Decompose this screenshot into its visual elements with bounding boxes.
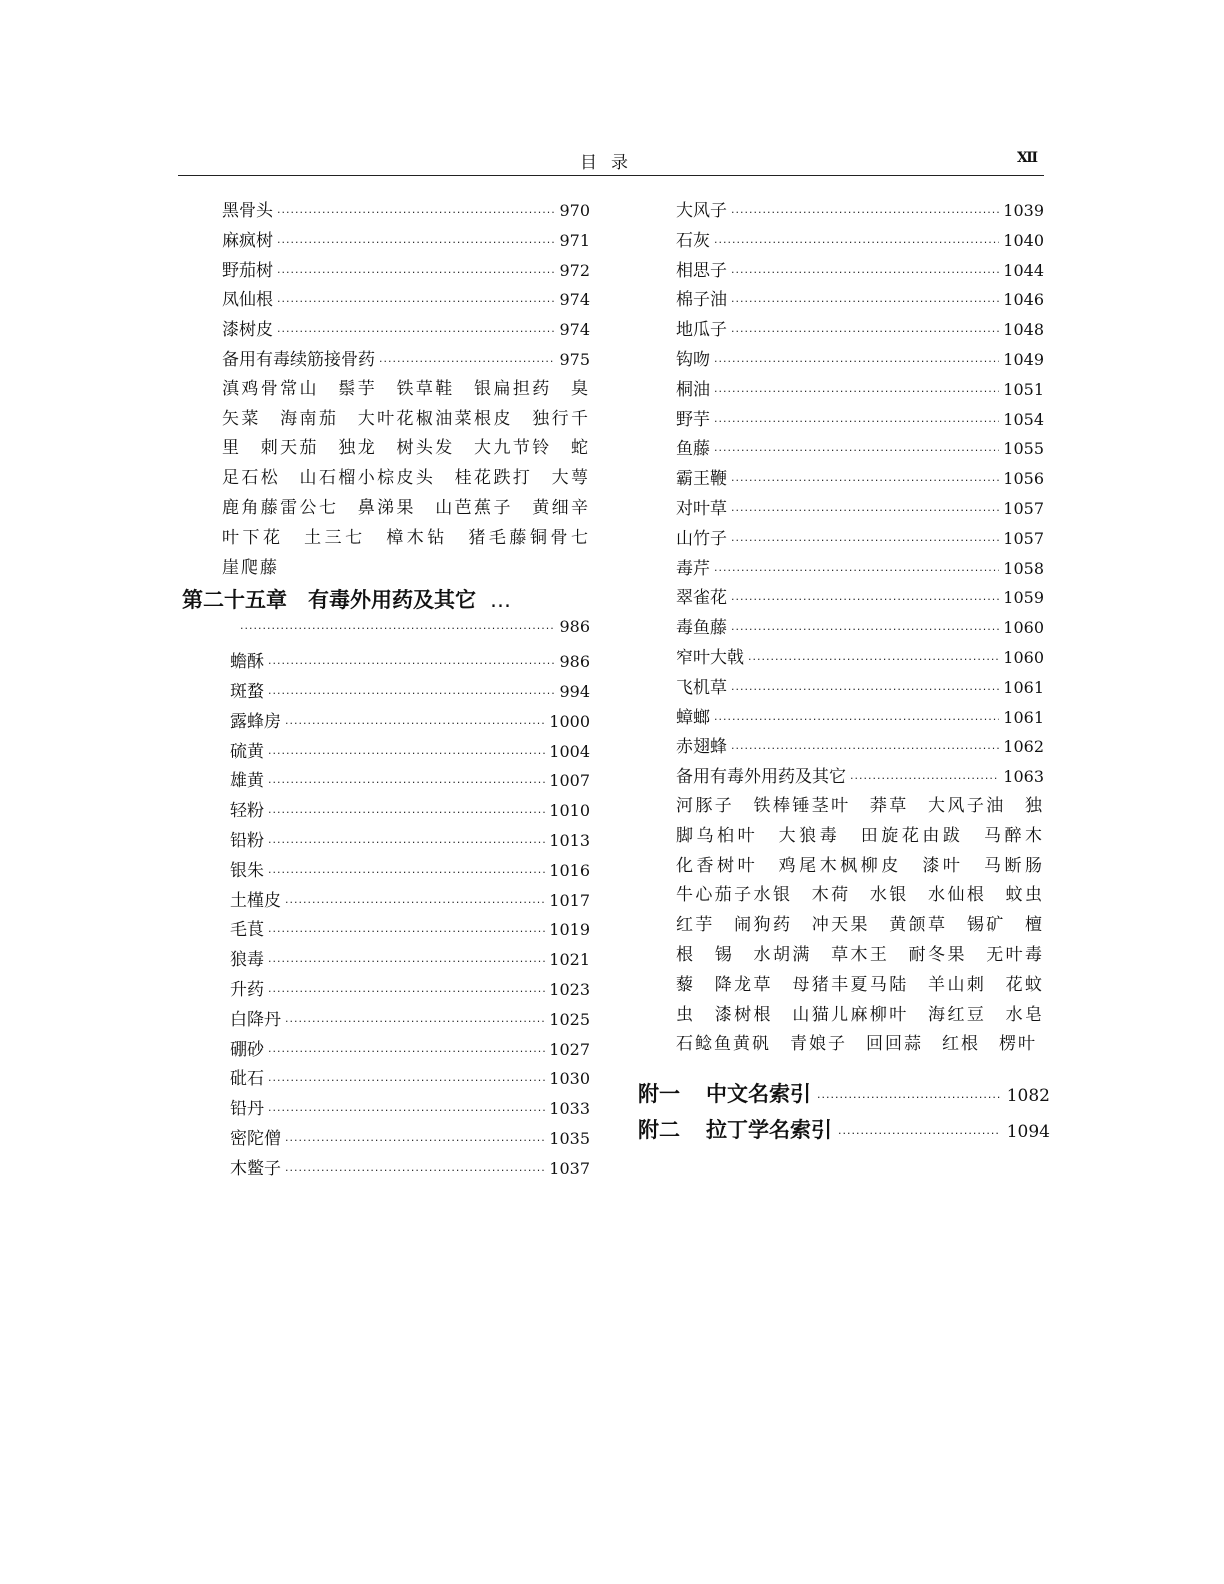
toc-entry-name: 鱼藤 xyxy=(676,439,710,460)
toc-entry-page: 1000 xyxy=(549,711,590,731)
toc-entry[interactable] xyxy=(676,345,1044,375)
toc-entry-name: 窄叶大戟 xyxy=(676,647,744,668)
leader-dots xyxy=(731,742,999,755)
toc-entry-name: 备用有毒续筋接骨药 xyxy=(222,349,375,370)
toc-entry-name: 铅丹 xyxy=(230,1099,264,1120)
toc-entry-name: 霸王鞭 xyxy=(676,469,727,490)
toc-entry-page: 1039 xyxy=(1003,201,1044,220)
toc-entry-name: 相思子 xyxy=(676,260,727,281)
toc-entry[interactable] xyxy=(676,762,1044,792)
leader-dots xyxy=(277,236,555,249)
toc-entry-page: 1037 xyxy=(549,1158,590,1178)
toc-entry-page: 1054 xyxy=(1003,409,1044,429)
toc-entry[interactable] xyxy=(222,707,590,737)
leader-dots xyxy=(731,206,999,219)
toc-entry-page: 1033 xyxy=(549,1099,590,1119)
toc-entry[interactable] xyxy=(676,405,1044,435)
toc-entry-name: 雄黄 xyxy=(230,771,264,792)
toc-entry-name: 石灰 xyxy=(676,230,710,251)
toc-entry[interactable] xyxy=(222,647,590,677)
toc-entry[interactable] xyxy=(222,1094,590,1124)
toc-entry-page: 1035 xyxy=(549,1128,590,1148)
toc-entry-page: 1059 xyxy=(1003,588,1044,608)
toc-entry-page: 1056 xyxy=(1003,469,1044,489)
toc-entry-name: 露蜂房 xyxy=(230,711,281,732)
toc-entry-name: 棉子油 xyxy=(676,290,727,311)
leader-dots xyxy=(268,687,555,700)
toc-entry-name: 硫黄 xyxy=(230,741,264,762)
chapter-heading[interactable] xyxy=(182,583,590,617)
toc-entry-name: 钩吻 xyxy=(676,349,710,370)
toc-entry-page: 1013 xyxy=(549,830,590,850)
toc-entry[interactable] xyxy=(676,434,1044,464)
toc-entry-name: 硼砂 xyxy=(230,1039,264,1060)
toc-entry-name: 地瓜子 xyxy=(676,320,727,341)
toc-entry[interactable] xyxy=(676,464,1044,494)
toc-entry-page: 994 xyxy=(559,681,590,701)
toc-entry-name: 蟾酥 xyxy=(230,652,264,673)
toc-entry[interactable] xyxy=(222,737,590,767)
leader-dots xyxy=(268,866,545,879)
toc-entry[interactable] xyxy=(676,196,1044,226)
toc-entry-page: 1017 xyxy=(549,890,590,910)
toc-entry-page: 1058 xyxy=(1003,558,1044,578)
leader-dots xyxy=(731,683,999,696)
toc-entry-name: 飞机草 xyxy=(676,677,727,698)
toc-entry-page: 1057 xyxy=(1003,498,1044,518)
toc-entry[interactable] xyxy=(676,703,1044,733)
toc-entry-page: 1021 xyxy=(549,950,590,970)
toc-entry-name: 野芋 xyxy=(676,409,710,430)
toc-entry-name: 毒芹 xyxy=(676,558,710,579)
leader-dots xyxy=(379,355,555,368)
leader-dots xyxy=(240,622,555,635)
leader-dots xyxy=(714,713,999,726)
leader-dots xyxy=(817,1091,1001,1104)
toc-entry-page: 1030 xyxy=(549,1069,590,1089)
toc-entry[interactable] xyxy=(676,524,1044,554)
toc-entry[interactable] xyxy=(676,613,1044,643)
page-header xyxy=(178,146,1044,176)
toc-entry-page: 1057 xyxy=(1003,528,1044,548)
leader-dots xyxy=(714,444,999,457)
toc-entry-page: 1023 xyxy=(549,979,590,999)
toc-entry-page: 1046 xyxy=(1003,290,1044,310)
toc-entry-name: 桐油 xyxy=(676,379,710,400)
toc-paragraph: 河豚子 铁棒锤茎叶 莽草 大风子油 独脚乌桕叶 大狼毒 田旋花由跋 马醉木 化香树叶 鸡尾木枫柳皮 漆叶 马断肠 牛心茄子水银 木荷 水银 水仙根 蚊虫红芋 闹狗药 冲天果 黄颌草 锡矿 檀根 锡 水胡满 草木王 耐冬果 无叶毒藜 降龙草 母猪丰夏马陆 羊山刺 花蚊虫 漆树根 山猫儿麻柳叶 海红豆 水皂 石鲶鱼黄矾 青娘子 回回蒜 红根 楞叶 xyxy=(676,795,1063,1055)
toc-entry-page: 986 xyxy=(559,652,590,672)
toc-entry[interactable] xyxy=(222,285,590,315)
toc-entry-name: 备用有毒外用药及其它 xyxy=(676,767,846,788)
leader-dots xyxy=(285,1015,545,1028)
leader-dots xyxy=(277,206,555,219)
toc-entry[interactable] xyxy=(676,375,1044,405)
toc-entry-name: 银朱 xyxy=(230,860,264,881)
toc-entry[interactable] xyxy=(222,345,590,375)
chapter-leader: … xyxy=(490,588,511,613)
leader-dots xyxy=(268,747,545,760)
leader-dots xyxy=(268,836,545,849)
leader-dots xyxy=(268,985,545,998)
toc-entry[interactable] xyxy=(676,256,1044,286)
toc-entry-name: 黑骨头 xyxy=(222,201,273,221)
toc-entry-page: 1051 xyxy=(1003,379,1044,399)
toc-entry[interactable] xyxy=(676,554,1044,584)
toc-entry-name: 铅粉 xyxy=(230,830,264,851)
leader-dots xyxy=(268,955,545,968)
toc-entry-name: 山竹子 xyxy=(676,528,727,549)
appendix-name: 拉丁学名索引 xyxy=(706,1118,832,1143)
appendix-label: 附二 xyxy=(638,1118,680,1143)
leader-dots xyxy=(285,896,545,909)
toc-entry-page: 970 xyxy=(559,201,590,220)
leader-dots xyxy=(714,355,999,368)
toc-entry-name: 狼毒 xyxy=(230,950,264,971)
toc-entry-page: 974 xyxy=(559,320,590,340)
toc-entry-name: 野茄树 xyxy=(222,260,273,281)
toc-entry-page: 1061 xyxy=(1003,707,1044,727)
left-column xyxy=(182,196,609,1184)
leader-dots xyxy=(731,593,999,606)
toc-entry[interactable] xyxy=(222,1154,590,1184)
toc-entry[interactable] xyxy=(222,975,590,1005)
leader-dots xyxy=(714,415,999,428)
appendix-name: 中文名索引 xyxy=(706,1082,811,1107)
toc-list xyxy=(222,647,590,1183)
appendix-entry[interactable] xyxy=(638,1078,1050,1114)
leader-dots xyxy=(748,653,999,666)
toc-entry-name: 白降丹 xyxy=(230,1009,281,1030)
leader-dots xyxy=(731,474,999,487)
toc-entry-name: 大风子 xyxy=(676,201,727,221)
leader-dots xyxy=(731,295,999,308)
appendix-page: 1094 xyxy=(1006,1122,1050,1143)
toc-entry-page: 974 xyxy=(559,290,590,310)
toc-entry[interactable] xyxy=(222,1064,590,1094)
leader-dots xyxy=(714,385,999,398)
toc-entry-page: 1063 xyxy=(1003,767,1044,787)
toc-entry[interactable] xyxy=(676,583,1044,613)
toc-entry-page: 1004 xyxy=(549,741,590,761)
toc-entry-page: 1062 xyxy=(1003,737,1044,757)
leader-dots xyxy=(285,717,545,730)
leader-dots xyxy=(285,1134,545,1147)
leader-dots xyxy=(268,1104,545,1117)
leader-dots xyxy=(285,1164,545,1177)
toc-entry[interactable] xyxy=(222,196,590,226)
toc-entry[interactable] xyxy=(676,315,1044,345)
toc-entry-name: 对叶草 xyxy=(676,498,727,519)
toc-paragraph: 滇鸡骨常山 鬃芋 铁草鞋 银扁担药 臭矢菜 海南茄 大叶花椒油菜根皮 独行千里 刺天茄 独龙 树头发 大九节铃 蛇足石松 山石榴小棕皮头 桂花跌打 大萼鹿角藤雷公七 鼻涕果 山芭蕉子 黄细辛叶下花 土三七 樟木钻 猪毛藤铜骨七 崖爬藤 xyxy=(222,378,609,578)
toc-entry-name: 木鳖子 xyxy=(230,1158,281,1179)
toc-entry[interactable] xyxy=(222,315,590,345)
leader-dots xyxy=(277,325,555,338)
toc-entry-page: 1016 xyxy=(549,860,590,880)
toc-entry[interactable] xyxy=(222,796,590,826)
leader-dots xyxy=(731,266,999,279)
toc-entry[interactable] xyxy=(222,915,590,945)
page-title: 目录 xyxy=(580,153,642,173)
toc-entry-page: 1060 xyxy=(1003,647,1044,667)
toc-entry-page: 971 xyxy=(559,230,590,250)
toc-entry[interactable] xyxy=(222,1124,590,1154)
toc-entry[interactable] xyxy=(676,285,1044,315)
toc-entry[interactable] xyxy=(676,673,1044,703)
toc-entry-page: 1007 xyxy=(549,771,590,791)
appendix-entry[interactable] xyxy=(638,1114,1050,1150)
toc-entry-page: 1010 xyxy=(549,801,590,821)
toc-entry[interactable] xyxy=(222,766,590,796)
toc-entry-page: 1049 xyxy=(1003,349,1044,369)
leader-dots xyxy=(838,1127,1001,1140)
toc-entry-page: 975 xyxy=(559,349,590,369)
toc-entry[interactable] xyxy=(222,826,590,856)
toc-entry-name: 斑蝥 xyxy=(230,681,264,702)
chapter-title: 第二十五章 有毒外用药及其它 xyxy=(182,588,476,613)
toc-entry-page: 1048 xyxy=(1003,320,1044,340)
toc-entry[interactable] xyxy=(222,1005,590,1035)
page-number: Ⅻ xyxy=(1016,150,1038,166)
appendix-page: 1082 xyxy=(1006,1086,1050,1107)
toc-entry-name: 漆树皮 xyxy=(222,320,273,341)
toc-entry-page: 1040 xyxy=(1003,230,1044,250)
toc-entry-name: 升药 xyxy=(230,979,264,1000)
toc-entry[interactable] xyxy=(222,226,590,256)
leader-dots xyxy=(268,806,545,819)
leader-dots xyxy=(714,236,999,249)
toc-entry-page: 1060 xyxy=(1003,618,1044,638)
toc-entry-page: 1061 xyxy=(1003,677,1044,697)
appendix-list xyxy=(638,1078,1050,1150)
toc-entry-page: 972 xyxy=(559,260,590,280)
toc-entry-name: 土槿皮 xyxy=(230,890,281,911)
leader-dots xyxy=(277,266,555,279)
toc-entry-name: 轻粉 xyxy=(230,801,264,822)
toc-entry-name: 砒石 xyxy=(230,1069,264,1090)
leader-dots xyxy=(268,925,545,938)
chapter-page-line xyxy=(222,617,590,647)
toc-entry-page: 1019 xyxy=(549,920,590,940)
toc-entry-name: 蟑螂 xyxy=(676,707,710,728)
toc-entry-name: 麻疯树 xyxy=(222,230,273,251)
leader-dots xyxy=(731,504,999,517)
toc-entry-page: 1055 xyxy=(1003,439,1044,459)
toc-entry-page: 1044 xyxy=(1003,260,1044,280)
toc-entry-name: 凤仙根 xyxy=(222,290,273,311)
leader-dots xyxy=(731,534,999,547)
toc-entry-page: 1025 xyxy=(549,1009,590,1029)
leader-dots xyxy=(277,295,555,308)
toc-entry[interactable] xyxy=(676,226,1044,256)
right-column xyxy=(638,196,1063,1150)
leader-dots xyxy=(268,657,555,670)
leader-dots xyxy=(268,1045,545,1058)
leader-dots xyxy=(714,564,999,577)
leader-dots xyxy=(850,772,999,785)
toc-entry-name: 密陀僧 xyxy=(230,1128,281,1149)
toc-list xyxy=(676,196,1044,792)
toc-entry[interactable] xyxy=(222,856,590,886)
chapter-page: 986 xyxy=(559,617,590,637)
header-rule xyxy=(178,175,1044,176)
leader-dots xyxy=(268,1074,545,1087)
toc-entry-name: 翠雀花 xyxy=(676,588,727,609)
toc-entry[interactable] xyxy=(222,945,590,975)
toc-entry[interactable] xyxy=(222,677,590,707)
toc-entry-page: 1027 xyxy=(549,1039,590,1059)
leader-dots xyxy=(731,623,999,636)
leader-dots xyxy=(268,776,545,789)
toc-entry[interactable] xyxy=(676,732,1044,762)
toc-entry-name: 毛茛 xyxy=(230,920,264,941)
toc-entry-name: 毒鱼藤 xyxy=(676,618,727,639)
leader-dots xyxy=(731,325,999,338)
toc-entry[interactable] xyxy=(676,643,1044,673)
toc-entry-name: 赤翅蜂 xyxy=(676,737,727,758)
toc-entry[interactable] xyxy=(676,494,1044,524)
toc-entry[interactable] xyxy=(222,886,590,916)
toc-list xyxy=(222,196,590,375)
toc-entry[interactable] xyxy=(222,1035,590,1065)
appendix-label: 附一 xyxy=(638,1082,680,1107)
toc-entry[interactable] xyxy=(222,256,590,286)
